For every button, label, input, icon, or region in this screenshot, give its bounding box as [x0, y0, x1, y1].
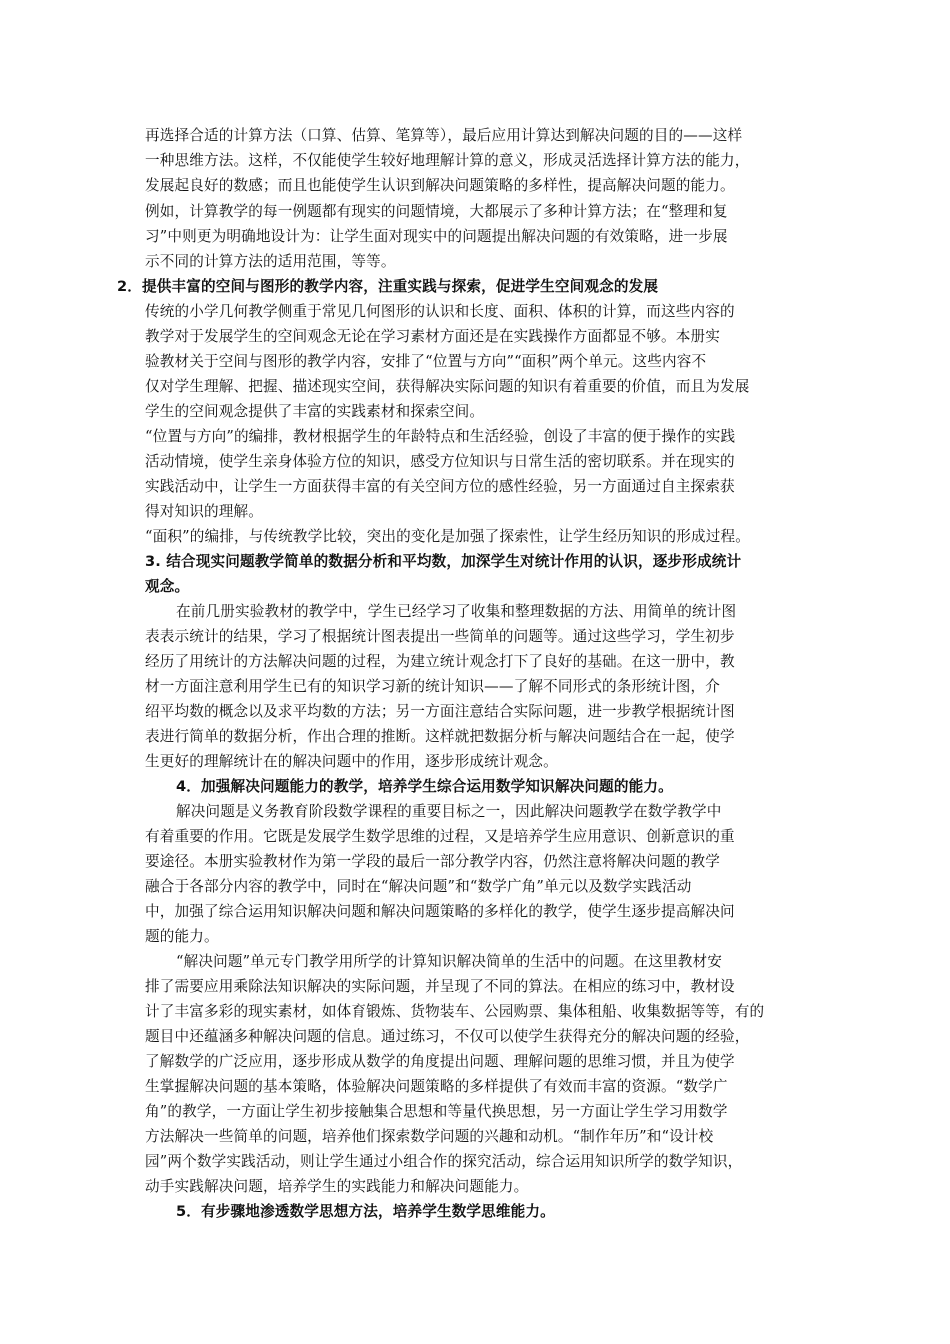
- paragraph-line: 表进行简单的数据分析，作出合理的推断。这样就把数据分析与解决问题结合在一起，使学: [145, 728, 735, 745]
- paragraph-line: 园”两个数学实践活动，则让学生通过小组合作的探究活动，综合运用知识所学的数学知识，: [145, 1153, 743, 1170]
- paragraph-line: 生掌握解决问题的基本策略，体验解决问题策略的多样提供了有效而丰富的资源。“数学广: [145, 1078, 728, 1095]
- section-heading-5: 5．有步骤地渗透数学思想方法，培养学生数学思维能力。: [176, 1203, 555, 1220]
- paragraph-line: 一种思维方法。这样，不仅能使学生较好地理解计算的意义，形成灵活选择计算方法的能力，: [145, 152, 750, 169]
- paragraph-line: 排了需要应用乘除法知识解决的实际问题，并呈现了不同的算法。在相应的练习中，教材设: [145, 978, 735, 995]
- paragraph-line: 传统的小学几何教学侧重于常见几何图形的认识和长度、面积、体积的计算，而这些内容的: [145, 303, 735, 320]
- paragraph-line: 在前几册实验教材的教学中，学生已经学习了收集和整理数据的方法、用简单的统计图: [176, 603, 737, 620]
- paragraph-line: 得对知识的理解。: [145, 503, 263, 520]
- section-heading-3: 3. 结合现实问题教学简单的数据分析和平均数，加深学生对统计作用的认识，逐步形成统计: [145, 553, 742, 570]
- paragraph-line: 绍平均数的概念以及求平均数的方法；另一方面注意结合实际问题，进一步教学根据统计图: [145, 703, 735, 720]
- paragraph-line: “面积”的编排，与传统教学比较，突出的变化是加强了探索性，让学生经历知识的形成过程。: [145, 528, 750, 545]
- paragraph-line: 生更好的理解统计在的解决问题中的作用，逐步形成统计观念。: [145, 753, 558, 770]
- paragraph-line: 动手实践解决问题，培养学生的实践能力和解决问题能力。: [145, 1178, 529, 1195]
- paragraph-line: 实践活动中，让学生一方面获得丰富的有关空间方位的感性经验，另一方面通过自主探索获: [145, 478, 735, 495]
- paragraph-line: 方法解决一些简单的问题，培养他们探索数学问题的兴趣和动机。“制作年历”和“设计校: [145, 1128, 714, 1145]
- paragraph-line: 题目中还蕴涵多种解决问题的信息。通过练习，不仅可以使学生获得充分的解决问题的经验，: [145, 1028, 750, 1045]
- paragraph-line: 有着重要的作用。它既是发展学生数学思维的过程，又是培养学生应用意识、创新意识的重: [145, 828, 735, 845]
- paragraph-line: 再选择合适的计算方法（口算、估算、笔算等），最后应用计算达到解决问题的目的——这样: [145, 127, 743, 144]
- paragraph-line: “解决问题”单元专门教学用所学的计算知识解决简单的生活中的问题。在这里教材安: [176, 953, 722, 970]
- paragraph-line: 仅对学生理解、把握、描述现实空间，获得解决实际问题的知识有着重要的价值，而且为发展: [145, 378, 750, 395]
- paragraph-line: 材一方面注意利用学生已有的知识学习新的统计知识——了解不同形式的条形统计图，介: [145, 678, 721, 695]
- section-heading-2: 2．提供丰富的空间与图形的教学内容，注重实践与探索，促进学生空间观念的发展: [117, 278, 659, 295]
- paragraph-line: 例如，计算教学的每一例题都有现实的问题情境，大都展示了多种计算方法；在“整理和复: [145, 203, 728, 220]
- paragraph-line: 要途径。本册实验教材作为第一学段的最后一部分教学内容，仍然注意将解决问题的教学: [145, 853, 721, 870]
- paragraph-line: 角”的教学，一方面让学生初步接触集合思想和等量代换思想，另一方面让学生学习用数学: [145, 1103, 728, 1120]
- paragraph-line: 活动情境，使学生亲身体验方位的知识，感受方位知识与日常生活的密切联系。并在现实的: [145, 453, 735, 470]
- section-heading-4: 4．加强解决问题能力的教学，培养学生综合运用数学知识解决问题的能力。: [176, 778, 673, 795]
- paragraph-line: 融合于各部分内容的教学中，同时在“解决问题”和“数学广角”单元以及数学实践活动: [145, 878, 692, 895]
- paragraph-line: 经历了用统计的方法解决问题的过程，为建立统计观念打下了良好的基础。在这一册中，教: [145, 653, 735, 670]
- paragraph-line: 学生的空间观念提供了丰富的实践素材和探索空间。: [145, 403, 485, 420]
- paragraph-line: 了解数学的广泛应用，逐步形成从数学的角度提出问题、理解问题的思维习惯，并且为使学: [145, 1053, 735, 1070]
- paragraph-line: 示不同的计算方法的适用范围，等等。: [145, 253, 396, 270]
- paragraph-line: 表表示统计的结果，学习了根据统计图表提出一些简单的问题等。通过这些学习，学生初步: [145, 628, 735, 645]
- paragraph-line: 解决问题是义务教育阶段数学课程的重要目标之一，因此解决问题教学在数学教学中: [176, 803, 722, 820]
- paragraph-line: 中，加强了综合运用知识解决问题和解决问题策略的多样化的教学，使学生逐步提高解决问: [145, 903, 735, 920]
- paragraph-line: 验教材关于空间与图形的教学内容，安排了“位置与方向”“面积”两个单元。这些内容不: [145, 353, 707, 370]
- paragraph-line: 计了丰富多彩的现实素材，如体育锻炼、货物装车、公园购票、集体租船、收集数据等等，有的: [145, 1003, 765, 1020]
- paragraph-line: 发展起良好的数感；而且也能使学生认识到解决问题策略的多样性，提高解决问题的能力。: [145, 177, 735, 194]
- paragraph-line: 习”中则更为明确地设计为：让学生面对现实中的问题提出解决问题的有效策略，进一步展: [145, 228, 728, 245]
- paragraph-line: 题的能力。: [145, 928, 219, 945]
- paragraph-line: 教学对于发展学生的空间观念无论在学习素材方面还是在实践操作方面都显不够。本册实: [145, 328, 721, 345]
- section-heading-3-cont: 观念。: [145, 578, 190, 595]
- paragraph-line: “位置与方向”的编排，教材根据学生的年龄特点和生活经验，创设了丰富的便于操作的实践: [145, 428, 736, 445]
